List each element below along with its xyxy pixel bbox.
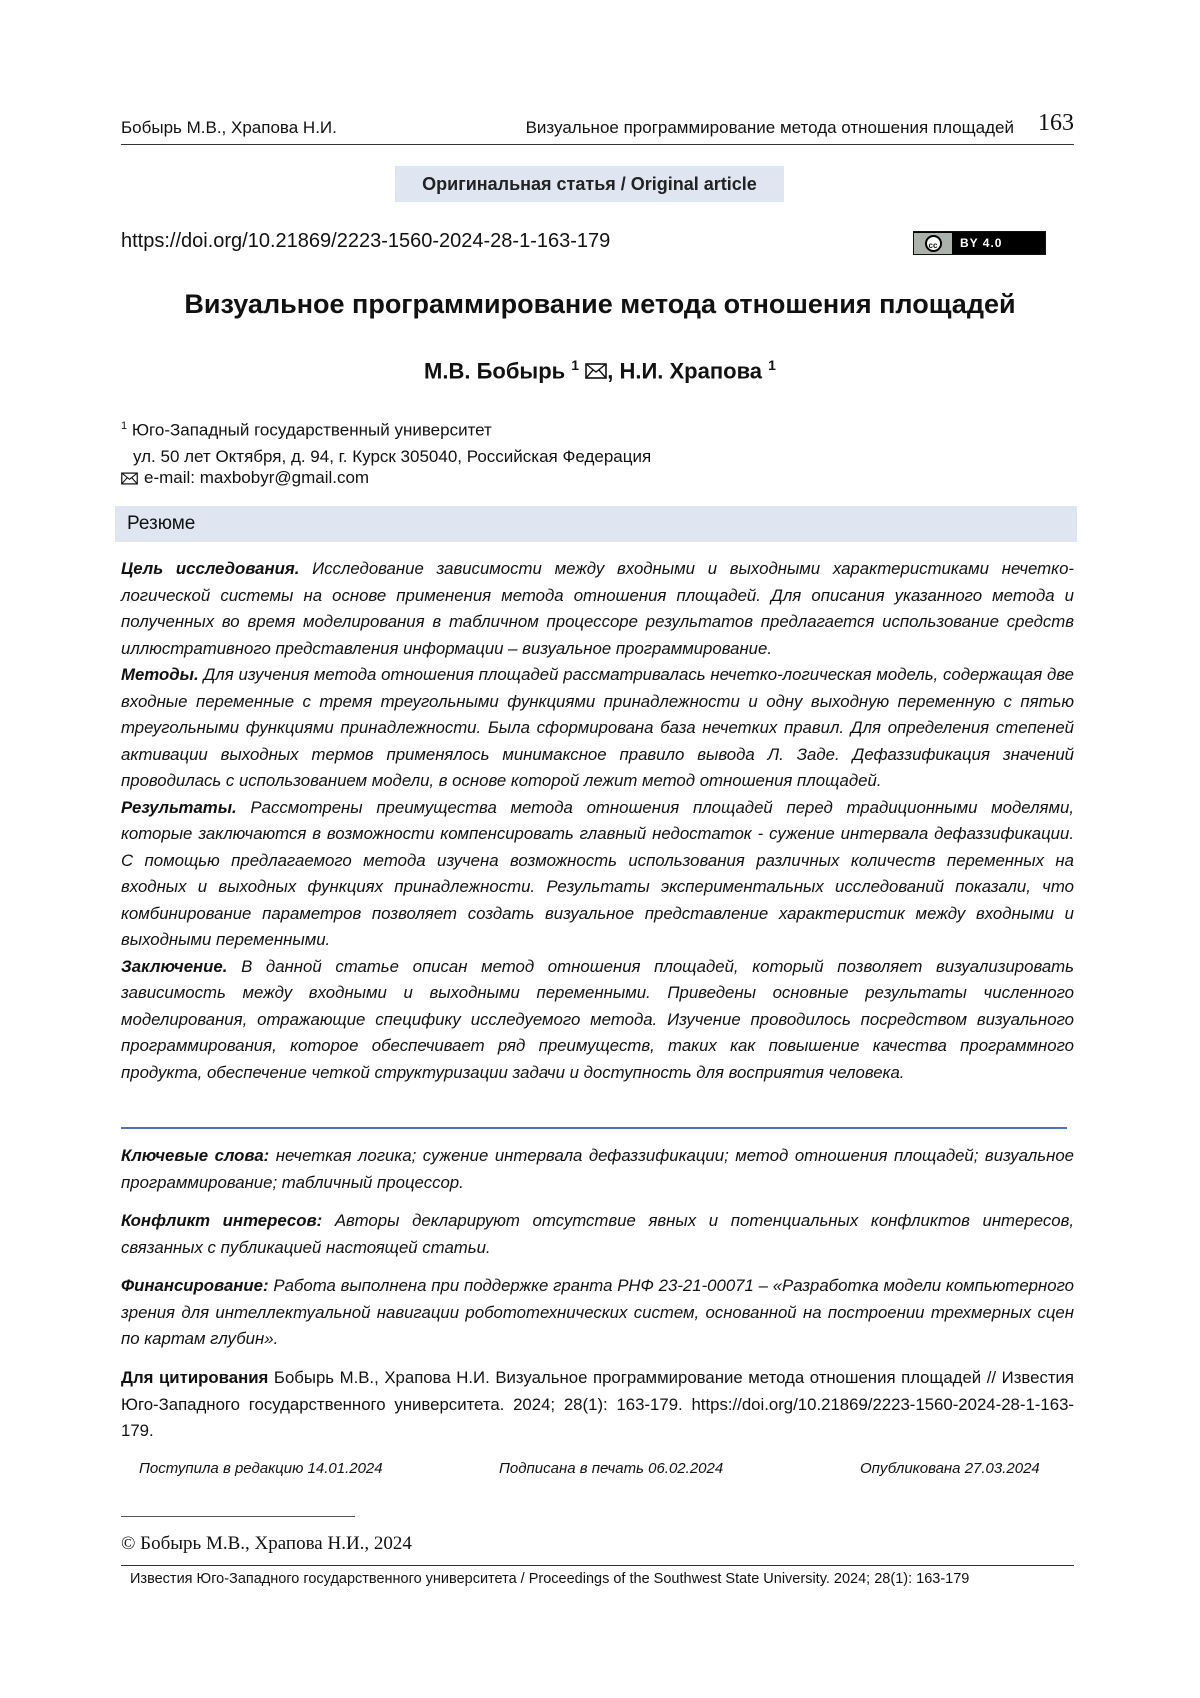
cc-circle-icon: cc bbox=[925, 235, 942, 252]
funding-text: Работа выполнена при поддержке гранта РНФ 23-21-00071 – «Разработка модели компьютерного зрения для интеллектуальной навигации робототехнических систем, основанной на построении трехмерных сцен по картам глубин». bbox=[121, 1276, 1074, 1348]
cc-logo-icon bbox=[914, 233, 952, 254]
abstract-conclusion-label: Заключение. bbox=[121, 956, 228, 976]
abstract-purpose bbox=[121, 556, 1074, 662]
abstract-methods-label: Методы. bbox=[121, 665, 199, 684]
page-number: 163 bbox=[1038, 110, 1074, 136]
affiliation-name: Юго-Западный государственный университет bbox=[131, 420, 492, 440]
article-type-label: Оригинальная статья / Original article bbox=[395, 166, 784, 202]
keywords-text: нечеткая логика; сужение интервала дефаззификации; метод отношения площадей; визуальное программирование; табличный процессор. bbox=[121, 1146, 1074, 1192]
conflict-label: Конфликт интересов: bbox=[121, 1211, 323, 1230]
mail-icon bbox=[121, 472, 138, 485]
date-received: Поступила в редакцию 14.01.2024 bbox=[139, 1460, 383, 1477]
conflict-of-interest bbox=[121, 1208, 1074, 1261]
author-name: М.В. Бобырь bbox=[424, 358, 566, 384]
abstract-conclusion bbox=[121, 954, 1074, 1087]
running-head bbox=[121, 108, 1074, 145]
abstract-purpose-label: Цель исследования. bbox=[121, 559, 300, 578]
footer-rule bbox=[121, 1565, 1074, 1566]
abstract-purpose-text: Исследование зависимости между входными и выходными характеристиками нечетко-логической системы на основе применения метода отношения площадей. Для описания указанного метода и полученных во время моделирования в табличном процессоре результатов предлагается использование средств иллюстративного представления информации – визуальное программирование. bbox=[121, 559, 1074, 658]
abstract-conclusion-text: В данной статье описан метод отношения площадей, который позволяет визуализировать зависимость между входными и выходными переменными. Приведены основные результаты численного моделирования, отражающие специфику исследуемого метода. Изучение проводилось посредством визуального программирования, которое обеспечивает ряд преимуществ, таких как повышение качества программного продукта, обеспечение четкой структуризации задачи и доступность для восприятия человека. bbox=[121, 956, 1074, 1082]
abstract-heading: Резюме bbox=[115, 506, 1077, 542]
running-head-authors: Бобырь М.В., Храпова Н.И. bbox=[121, 118, 337, 137]
date-published: Опубликована 27.03.2024 bbox=[860, 1460, 1040, 1477]
funding bbox=[121, 1273, 1074, 1353]
citation-label: Для цитирования bbox=[121, 1368, 269, 1387]
abstract-divider bbox=[121, 1127, 1067, 1129]
doi-link[interactable]: https://doi.org/10.21869/2223-1560-2024-28-1-163-179 bbox=[121, 230, 611, 252]
author-email[interactable] bbox=[121, 468, 369, 488]
journal-footer: Известия Юго-Западного государственного университета / Proceedings of the Southwest State University. 2024; 28(1): 163-179 bbox=[130, 1571, 970, 1587]
affiliation-number: 1 bbox=[121, 420, 128, 432]
author-separator: , bbox=[607, 358, 620, 384]
abstract-body bbox=[121, 556, 1074, 1086]
copyright-notice: © Бобырь М.В., Храпова Н.И., 2024 bbox=[121, 1533, 412, 1554]
citation-text: Бобырь М.В., Храпова Н.И. Визуальное программирование метода отношения площадей // Известия Юго-Западного государственного университета. 2024; 28(1): 163-179. https://doi.org/10.21869/2223-1560-2024-28-1-163-179. bbox=[121, 1368, 1074, 1440]
abstract-methods-text: Для изучения метода отношения площадей рассматривалась нечетко-логическая модель, содержащая две входные переменные с тремя треугольными функциями принадлежности и одну выходную переменную с пятью треугольными функциями принадлежности. Была сформирована база нечетких правил. Для определения степеней активации выходных термов применялось минимаксное правило вывода Л. Заде. Дефаззификация значений проводилась с использованием модели, в основе которой лежит метод отношения площадей. bbox=[121, 665, 1074, 790]
article-title: Визуальное программирование метода отношения площадей bbox=[184, 289, 1016, 319]
funding-label: Финансирование: bbox=[121, 1276, 269, 1295]
footnote-rule bbox=[121, 1516, 355, 1517]
keywords bbox=[121, 1143, 1074, 1196]
mail-icon[interactable] bbox=[585, 363, 607, 379]
conflict-text: Авторы декларируют отсутствие явных и потенциальных конфликтов интересов, связанных с публикацией настоящей статьи. bbox=[121, 1211, 1074, 1257]
cc-license-label: BY 4.0 bbox=[960, 236, 1003, 250]
abstract-results bbox=[121, 795, 1074, 954]
citation bbox=[121, 1365, 1074, 1445]
abstract-methods bbox=[121, 662, 1074, 795]
affiliation-address: ул. 50 лет Октября, д. 94, г. Курск 305040, Российская Федерация bbox=[133, 446, 652, 466]
affiliation-marker: 1 bbox=[571, 357, 580, 373]
date-signed: Подписана в печать 06.02.2024 bbox=[499, 1460, 724, 1477]
abstract-results-label: Результаты. bbox=[121, 797, 237, 817]
abstract-results-text: Рассмотрены преимущества метода отношения площадей перед традиционными моделями, которые заключаются в возможности компенсировать главный недостаток - сужение интервала дефаззификации. С помощью предлагаемого метода изучена возможность использования различных количеств переменных на входных и выходных функциях принадлежности. Результаты экспериментальных исследований показали, что комбинирование параметров позволяет создать визуальное представление характеристик между входными и выходными переменными. bbox=[121, 797, 1074, 949]
author-list bbox=[0, 357, 1200, 384]
cc-license-badge[interactable] bbox=[913, 231, 1046, 255]
running-head-title: Визуальное программирование метода отношения площадей bbox=[525, 118, 1014, 137]
keywords-label: Ключевые слова: bbox=[121, 1146, 270, 1165]
affiliation-marker: 1 bbox=[768, 357, 776, 373]
author-name: Н.И. Храпова bbox=[619, 358, 763, 384]
affiliation bbox=[121, 413, 651, 470]
email-text: e-mail: maxbobyr@gmail.com bbox=[144, 468, 370, 487]
